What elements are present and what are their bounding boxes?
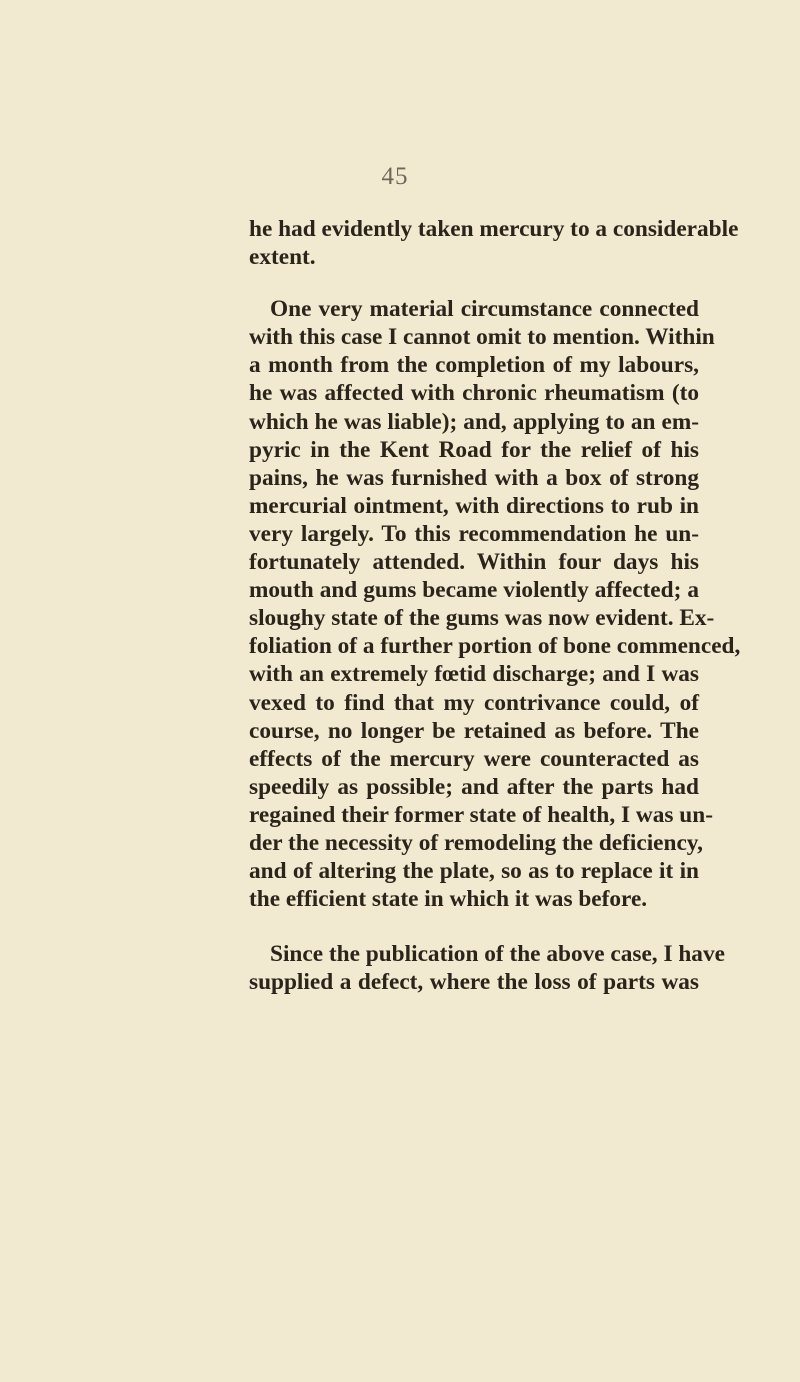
- text-line: a month from the completion of my labours,: [249, 352, 699, 379]
- text-line: with an extremely fœtid discharge; and I was: [249, 661, 699, 688]
- text-line: effects of the mercury were counteracted as: [249, 745, 699, 772]
- text-line: mercurial ointment, with directions to rub in: [249, 492, 699, 519]
- text-line: regained their former state of health, I was un-: [249, 801, 713, 828]
- page-number: 45: [381, 163, 409, 190]
- text-line: pains, he was furnished with a box of strong: [249, 464, 699, 491]
- paragraph-gap: [249, 913, 699, 940]
- body-text: [249, 215, 741, 996]
- text-line: with this case I cannot omit to mention. Within: [249, 324, 715, 351]
- text-line: very largely. To this recommendation he un-: [249, 520, 699, 547]
- text-line: One very material circumstance connected: [270, 296, 699, 323]
- text-line: vexed to find that my contrivance could, of: [249, 689, 699, 716]
- text-line: Since the publication of the above case, I have: [270, 941, 725, 968]
- text-line: speedily as possible; and after the parts had: [249, 773, 699, 800]
- paragraph-gap: [249, 271, 699, 295]
- text-line: he was affected with chronic rheumatism (to: [249, 380, 699, 407]
- text-line: mouth and gums became violently affected; a: [249, 577, 699, 604]
- text-line: the efficient state in which it was before.: [249, 886, 648, 913]
- text-line: course, no longer be retained as before. The: [249, 717, 699, 744]
- text-line: supplied a defect, where the loss of parts was: [249, 969, 699, 996]
- text-line: der the necessity of remodeling the deficiency,: [249, 829, 703, 856]
- text-line: fortunately attended. Within four days his: [249, 549, 699, 576]
- text-line: extent.: [249, 244, 316, 271]
- text-line: which he was liable); and, applying to an em-: [249, 408, 699, 435]
- text-line: sloughy state of the gums was now evident. Ex-: [249, 605, 715, 632]
- text-line: pyric in the Kent Road for the relief of his: [249, 436, 699, 463]
- text-line: he had evidently taken mercury to a considerable: [249, 216, 739, 242]
- text-line: foliation of a further portion of bone commenced,: [249, 633, 741, 660]
- text-line: and of altering the plate, so as to replace it in: [249, 858, 699, 885]
